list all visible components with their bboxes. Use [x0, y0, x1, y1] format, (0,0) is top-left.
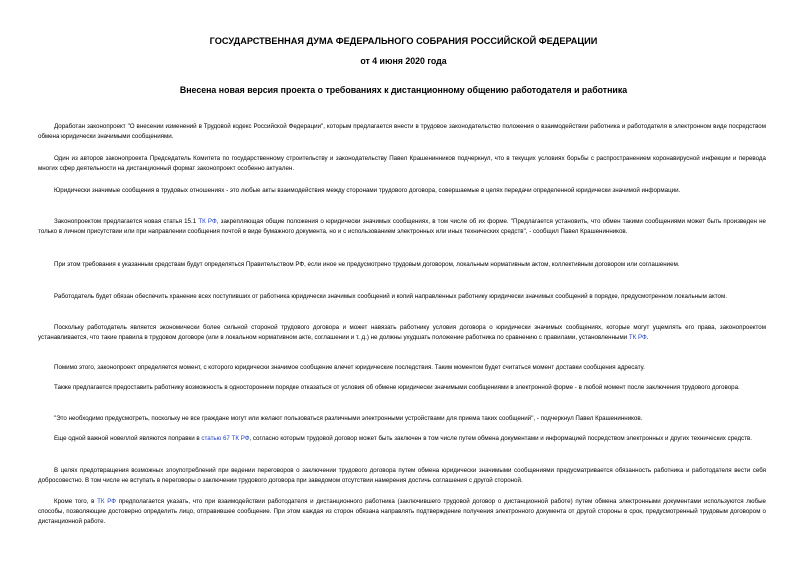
paragraph-10: "Это необходимо предусмотреть, поскольку не все граждане могут или желают пользоваться различными электронными устройствами для приема таких сообщений", - подчеркнул Павел Крашенинников.: [54, 415, 643, 422]
paragraph-8: Помимо этого, законопроект определяется момент, с которого юридически значимое сообщение влечет юридические последствия. Таким моментом будет считаться момент доставки сообщения адресату.: [54, 364, 645, 371]
paragraph-4-text-end: , закрепляющая общие положения о юридически значимых сообщениях, в том числе об их форме. "Предлагается установить, что обмен такими сообщениями может быть произведен не только в личном присутствии или при направлении сообщения почтой в виде бумажного документа, но и с использованием электронных или иных технических средств", - сообщил Павел Крашенинников.: [38, 218, 766, 235]
document-title: Внесена новая версия проекта о требованиях к дистанционному общению работодателя и работника: [179, 85, 628, 95]
paragraph-4: [38, 217, 766, 237]
paragraph-11-text-end: , согласно которым трудовой договор может быть заключен в том числе путем обмена документами и информацией посредством электронных и других технических средств.: [249, 435, 752, 442]
paragraph-7: [38, 323, 766, 343]
paragraph-3: Юридически значимые сообщения в трудовых отношениях - это любые акты взаимодействия между сторонами трудового договора, совершаемые в целях передачи определенной юридически значимой информации.: [54, 187, 681, 194]
paragraph-2: Один из авторов законопроекта Председатель Комитета по государственному строительству и законодательству Павел Крашенинников подчеркнул, что в текущих условиях борьбы с распространением коронавирусной инфекции и перевода многих сфер деятельности на дистанционный формат законопроект особенно актуален.: [38, 155, 766, 172]
paragraph-5: При этом требования к указанным средствам будут определяться Правительством РФ, если иное не предусмотрено трудовым договором, локальным нормативным актом, коллективным договором или соглашением.: [54, 261, 680, 268]
tk-rf-link[interactable]: ТК РФ: [628, 334, 647, 341]
document-organization: ГОСУДАРСТВЕННАЯ ДУМА ФЕДЕРАЛЬНОГО СОБРАНИЯ РОССИЙСКОЙ ФЕДЕРАЦИИ: [209, 36, 598, 46]
paragraph-9: Также предлагается предоставить работнику возможность в одностороннем порядке отказаться от условия об обмене юридически значимыми сообщениями в электронной форме - в любой момент после заключения трудового договора.: [54, 384, 740, 391]
paragraph-11: [38, 434, 766, 444]
paragraph-4-text-start: Законопроектом предлагается новая статья 15.1: [54, 218, 199, 225]
paragraph-1: Доработан законопроект "О внесении изменений в Трудовой кодекс Российской Федерации", которым предлагается внести в трудовое законодательство положения о взаимодействии работника и работодателя в электронном виде посредством обмена юридически значимыми сообщениями.: [38, 123, 766, 140]
paragraph-12: В целях предотвращения возможных злоупотреблений при ведении переговоров о заключении трудового договора путем обмена юридически значимыми сообщениями предусматривается обязанность работника и работодателя вести себя добросовестно. В том числе не вступать в переговоры о заключении трудового договора при заведомом отсутствии намерения достичь соглашения с другой стороной.: [38, 467, 766, 484]
paragraph-7-text-end: .: [646, 334, 649, 341]
article-67-link[interactable]: статью 67 ТК РФ: [201, 435, 250, 442]
paragraph-13-text-start: Кроме того, в: [54, 498, 98, 505]
document-date: от 4 июня 2020 года: [360, 56, 447, 66]
tk-rf-link[interactable]: ТК РФ: [198, 218, 217, 225]
tk-rf-link[interactable]: ТК РФ: [97, 498, 116, 505]
paragraph-7-text-start: Поскольку работодатель является экономически более сильной стороной трудового договора и может навязать работнику условия договора о юридически значимых сообщениях, которые могут ущемлять его права, законопроектом устанавливается, что такие правила в трудовом договоре (или в локальном нормативном акте, соглашении и т. д.) не должны ухудшать положение работника по сравнению с правилами, установленными: [38, 324, 766, 341]
paragraph-13-text-end: предполагается указать, что при взаимодействии работодателя и дистанционного работника (заключившего трудовой договор о дистанционной работе) путем обмена электронными документами используются любые способы, позволяющие достоверно определить лицо, отправившее сообщение. При этом каждая из сторон обязана направлять подтверждение получения электронного документа от другой стороны в срок, предусмотренный трудовым договором о дистанционной работе.: [38, 498, 766, 525]
paragraph-6: Работодатель будет обязан обеспечить хранение всех поступивших от работника юридически значимых сообщений и копий направленных работнику юридически значимых сообщений в порядке, предусмотренном локальным актом.: [54, 293, 727, 300]
paragraph-11-text-start: Еще одной важной новеллой являются поправки в: [54, 435, 202, 442]
paragraph-13: [38, 497, 766, 527]
